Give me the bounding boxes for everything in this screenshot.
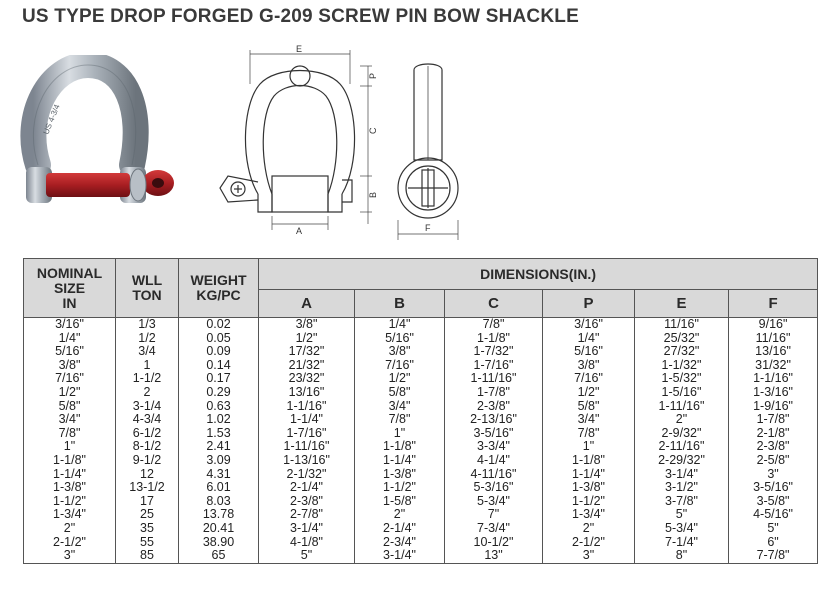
cell-f: 5"	[729, 522, 818, 536]
cell-p: 2"	[543, 522, 635, 536]
cell-a: 17/32"	[259, 345, 355, 359]
cell-c: 1-7/16"	[445, 359, 543, 373]
cell-wll: 3-1/4	[116, 400, 179, 414]
cell-f: 31/32"	[729, 359, 818, 373]
cell-wll: 85	[116, 549, 179, 563]
cell-f: 3-5/8"	[729, 495, 818, 509]
cell-b: 1/4"	[355, 318, 445, 332]
cell-f: 1-1/16"	[729, 372, 818, 386]
cell-c: 2-13/16"	[445, 413, 543, 427]
cell-e: 1-5/32"	[635, 372, 729, 386]
header-nominal-line: IN	[62, 294, 77, 311]
table-row	[24, 508, 818, 522]
cell-nominal: 3/4"	[24, 413, 116, 427]
cell-c: 7/8"	[445, 318, 543, 332]
cell-weight: 2.41	[179, 440, 259, 454]
table-row	[24, 345, 818, 359]
cell-nominal: 1-3/4"	[24, 508, 116, 522]
cell-c: 5-3/4"	[445, 495, 543, 509]
cell-a: 1-7/16"	[259, 427, 355, 441]
cell-p: 1-1/2"	[543, 495, 635, 509]
header-dim-p: P	[543, 290, 635, 318]
cell-weight: 0.17	[179, 372, 259, 386]
specification-table	[23, 258, 818, 564]
cell-a: 1-13/16"	[259, 454, 355, 468]
cell-nominal: 2"	[24, 522, 116, 536]
cell-nominal: 1-1/8"	[24, 454, 116, 468]
cell-nominal: 5/16"	[24, 345, 116, 359]
table-row	[24, 332, 818, 346]
cell-f: 2-5/8"	[729, 454, 818, 468]
cell-weight: 20.41	[179, 522, 259, 536]
cell-weight: 13.78	[179, 508, 259, 522]
table-row	[24, 495, 818, 509]
cell-wll: 12	[116, 468, 179, 482]
cell-wll: 13-1/2	[116, 481, 179, 495]
cell-weight: 4.31	[179, 468, 259, 482]
cell-p: 5/16"	[543, 345, 635, 359]
cell-b: 3-1/4"	[355, 549, 445, 563]
cell-p: 3/8"	[543, 359, 635, 373]
front-view-drawing	[210, 44, 390, 236]
cell-wll: 25	[116, 508, 179, 522]
cell-wll: 8-1/2	[116, 440, 179, 454]
cell-e: 25/32"	[635, 332, 729, 346]
cell-c: 10-1/2"	[445, 536, 543, 550]
cell-weight: 8.03	[179, 495, 259, 509]
cell-b: 2-1/4"	[355, 522, 445, 536]
cell-c: 1-11/16"	[445, 372, 543, 386]
cell-a: 3/8"	[259, 318, 355, 332]
cell-wll: 1	[116, 359, 179, 373]
cell-b: 7/16"	[355, 359, 445, 373]
cell-b: 7/8"	[355, 413, 445, 427]
cell-b: 3/4"	[355, 400, 445, 414]
table-row	[24, 359, 818, 373]
cell-e: 11/16"	[635, 318, 729, 332]
page-title: US TYPE DROP FORGED G-209 SCREW PIN BOW SHACKLE	[22, 6, 579, 27]
cell-p: 1/2"	[543, 386, 635, 400]
photo-stamp: US 4-3/4	[41, 103, 62, 136]
label-f: F	[425, 223, 431, 233]
cell-a: 3-1/4"	[259, 522, 355, 536]
header-dim-c: C	[445, 290, 543, 318]
cell-wll: 1-1/2	[116, 372, 179, 386]
cell-e: 7-1/4"	[635, 536, 729, 550]
cell-c: 5-3/16"	[445, 481, 543, 495]
cell-e: 2"	[635, 413, 729, 427]
cell-c: 4-11/16"	[445, 468, 543, 482]
cell-f: 6"	[729, 536, 818, 550]
cell-e: 3-1/2"	[635, 481, 729, 495]
cell-nominal: 1/2"	[24, 386, 116, 400]
cell-b: 1/2"	[355, 372, 445, 386]
header-nominal-size	[24, 259, 116, 318]
cell-p: 1-3/8"	[543, 481, 635, 495]
cell-wll: 1/2	[116, 332, 179, 346]
table-body	[24, 318, 818, 564]
cell-wll: 55	[116, 536, 179, 550]
cell-a: 2-1/4"	[259, 481, 355, 495]
cell-e: 5"	[635, 508, 729, 522]
cell-a: 1/2"	[259, 332, 355, 346]
cell-e: 5-3/4"	[635, 522, 729, 536]
cell-c: 4-1/4"	[445, 454, 543, 468]
cell-f: 7-7/8"	[729, 549, 818, 563]
cell-p: 2-1/2"	[543, 536, 635, 550]
cell-c: 13"	[445, 549, 543, 563]
cell-b: 1-1/4"	[355, 454, 445, 468]
cell-c: 1-1/8"	[445, 332, 543, 346]
cell-b: 1-3/8"	[355, 468, 445, 482]
cell-weight: 0.14	[179, 359, 259, 373]
cell-weight: 0.09	[179, 345, 259, 359]
cell-e: 1-11/16"	[635, 400, 729, 414]
cell-e: 2-29/32"	[635, 454, 729, 468]
header-weight-line: KG/PC	[196, 287, 241, 303]
cell-nominal: 1/4"	[24, 332, 116, 346]
cell-weight: 3.09	[179, 454, 259, 468]
cell-b: 2"	[355, 508, 445, 522]
cell-wll: 1/3	[116, 318, 179, 332]
cell-f: 1-9/16"	[729, 400, 818, 414]
header-nominal-line: SIZE	[53, 279, 86, 296]
header-dim-f: F	[729, 290, 818, 318]
cell-b: 1-1/2"	[355, 481, 445, 495]
cell-nominal: 1-1/4"	[24, 468, 116, 482]
side-view-drawing	[392, 60, 464, 242]
cell-p: 1-3/4"	[543, 508, 635, 522]
table-row	[24, 386, 818, 400]
cell-e: 8"	[635, 549, 729, 563]
table-row	[24, 318, 818, 332]
table-row	[24, 440, 818, 454]
table-row	[24, 481, 818, 495]
cell-weight: 0.02	[179, 318, 259, 332]
header-weight	[179, 259, 259, 318]
cell-e: 1-5/16"	[635, 386, 729, 400]
cell-c: 7"	[445, 508, 543, 522]
cell-a: 1-11/16"	[259, 440, 355, 454]
cell-f: 4-5/16"	[729, 508, 818, 522]
cell-e: 27/32"	[635, 345, 729, 359]
cell-c: 3-5/16"	[445, 427, 543, 441]
cell-b: 2-3/4"	[355, 536, 445, 550]
cell-c: 1-7/8"	[445, 386, 543, 400]
cell-p: 1"	[543, 440, 635, 454]
cell-wll: 35	[116, 522, 179, 536]
cell-a: 1-1/16"	[259, 400, 355, 414]
cell-c: 3-3/4"	[445, 440, 543, 454]
cell-nominal: 7/8"	[24, 427, 116, 441]
cell-wll: 6-1/2	[116, 427, 179, 441]
cell-weight: 0.29	[179, 386, 259, 400]
cell-a: 13/16"	[259, 386, 355, 400]
cell-p: 5/8"	[543, 400, 635, 414]
cell-a: 2-3/8"	[259, 495, 355, 509]
cell-f: 1-7/8"	[729, 413, 818, 427]
cell-p: 1-1/4"	[543, 468, 635, 482]
header-dim-a: A	[259, 290, 355, 318]
table-row	[24, 413, 818, 427]
cell-weight: 1.02	[179, 413, 259, 427]
cell-b: 1-1/8"	[355, 440, 445, 454]
cell-c: 2-3/8"	[445, 400, 543, 414]
cell-wll: 4-3/4	[116, 413, 179, 427]
label-e: E	[296, 44, 303, 54]
cell-b: 3/8"	[355, 345, 445, 359]
cell-nominal: 1"	[24, 440, 116, 454]
cell-b: 5/16"	[355, 332, 445, 346]
header-nominal-line: NOMINAL	[36, 264, 103, 281]
cell-wll: 9-1/2	[116, 454, 179, 468]
cell-wll: 3/4	[116, 345, 179, 359]
table-row	[24, 427, 818, 441]
header-dim-b: B	[355, 290, 445, 318]
cell-f: 3-5/16"	[729, 481, 818, 495]
cell-e: 1-1/32"	[635, 359, 729, 373]
table-row	[24, 549, 818, 563]
table-row	[24, 536, 818, 550]
label-a: A	[296, 226, 303, 236]
cell-p: 7/8"	[543, 427, 635, 441]
cell-b: 1"	[355, 427, 445, 441]
cell-nominal: 1-3/8"	[24, 481, 116, 495]
cell-a: 23/32"	[259, 372, 355, 386]
cell-nominal: 1-1/2"	[24, 495, 116, 509]
table-row	[24, 372, 818, 386]
header-dim-e: E	[635, 290, 729, 318]
cell-weight: 38.90	[179, 536, 259, 550]
cell-weight: 0.05	[179, 332, 259, 346]
cell-p: 3/16"	[543, 318, 635, 332]
cell-p: 1/4"	[543, 332, 635, 346]
cell-nominal: 7/16"	[24, 372, 116, 386]
cell-f: 13/16"	[729, 345, 818, 359]
cell-a: 2-7/8"	[259, 508, 355, 522]
cell-nominal: 5/8"	[24, 400, 116, 414]
cell-a: 5"	[259, 549, 355, 563]
cell-c: 1-7/32"	[445, 345, 543, 359]
table-row	[24, 400, 818, 414]
header-wll-line: TON	[132, 287, 162, 303]
label-p: P	[368, 72, 378, 79]
cell-f: 2-3/8"	[729, 440, 818, 454]
header-weight-line: WEIGHT	[190, 272, 247, 288]
cell-b: 5/8"	[355, 386, 445, 400]
cell-a: 21/32"	[259, 359, 355, 373]
cell-weight: 65	[179, 549, 259, 563]
cell-e: 3-1/4"	[635, 468, 729, 482]
cell-e: 2-9/32"	[635, 427, 729, 441]
cell-p: 3"	[543, 549, 635, 563]
cell-nominal: 2-1/2"	[24, 536, 116, 550]
cell-p: 7/16"	[543, 372, 635, 386]
table-row	[24, 522, 818, 536]
shackle-photo	[20, 55, 180, 225]
cell-f: 11/16"	[729, 332, 818, 346]
cell-wll: 2	[116, 386, 179, 400]
cell-f: 9/16"	[729, 318, 818, 332]
cell-f: 3"	[729, 468, 818, 482]
cell-e: 3-7/8"	[635, 495, 729, 509]
header-wll	[116, 259, 179, 318]
label-b: B	[368, 191, 378, 198]
table-row	[24, 454, 818, 468]
cell-a: 1-1/4"	[259, 413, 355, 427]
cell-nominal: 3"	[24, 549, 116, 563]
cell-f: 2-1/8"	[729, 427, 818, 441]
header-wll-line: WLL	[131, 272, 163, 288]
cell-nominal: 3/16"	[24, 318, 116, 332]
table-row	[24, 468, 818, 482]
cell-p: 3/4"	[543, 413, 635, 427]
cell-a: 2-1/32"	[259, 468, 355, 482]
cell-wll: 17	[116, 495, 179, 509]
cell-a: 4-1/8"	[259, 536, 355, 550]
cell-e: 2-11/16"	[635, 440, 729, 454]
label-c: C	[368, 127, 378, 134]
cell-p: 1-1/8"	[543, 454, 635, 468]
cell-f: 1-3/16"	[729, 386, 818, 400]
cell-weight: 6.01	[179, 481, 259, 495]
cell-b: 1-5/8"	[355, 495, 445, 509]
cell-weight: 0.63	[179, 400, 259, 414]
cell-weight: 1.53	[179, 427, 259, 441]
cell-c: 7-3/4"	[445, 522, 543, 536]
cell-nominal: 3/8"	[24, 359, 116, 373]
header-dimensions: DIMENSIONS(IN.)	[259, 259, 818, 290]
